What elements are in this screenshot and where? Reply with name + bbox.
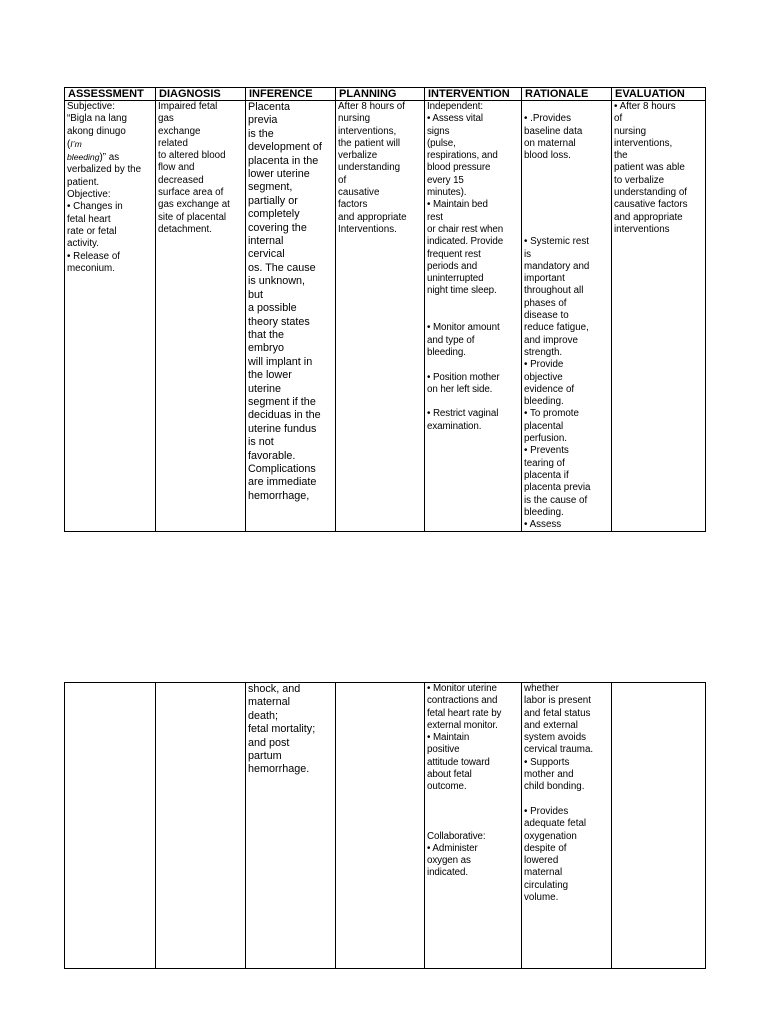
header-assessment: ASSESSMENT: [65, 88, 156, 101]
inference-text: shock, and maternal death; fetal mortality; and post partum hemorrhage.: [248, 683, 316, 776]
header-intervention: INTERVENTION: [425, 88, 522, 101]
header-inference: INFERENCE: [246, 88, 336, 101]
planning-cell: [336, 101, 425, 532]
inference-cell: [246, 101, 336, 532]
inference-cell: [246, 683, 336, 969]
header-diagnosis: DIAGNOSIS: [156, 88, 246, 101]
header-planning: PLANNING: [336, 88, 425, 101]
header-row: [65, 88, 706, 101]
diagnosis-text: Impaired fetal gas exchange related to altered blood flow and decreased surface area of gas exchange at site of placental detachment.: [158, 101, 230, 235]
rationale-cell: [522, 683, 612, 969]
rationale-text: • .Provides baseline data on maternal blood loss. • Systemic rest is mandatory and important throughout all phases of disease to reduce fatigue, and improve strength. • Provide objective evidence of bleeding. • To promote placental perfusion. • Prevents tearing of placenta if placenta previa is the cause of bleeding. • Assess: [524, 113, 591, 531]
evaluation-text: • After 8 hours of nursing interventions, the patient was able to verbalize understanding of causative factors and appropriate interventions: [614, 101, 688, 235]
intervention-cell: [425, 683, 522, 969]
evaluation-cell: [612, 101, 706, 532]
rationale-cell: [522, 101, 612, 532]
care-plan-table-page-1: [64, 87, 706, 532]
inference-text: Placenta previa is the development of placenta in the lower uterine segment, partially or completely covering the internal cervical os. The cause is unknown, but a possible theory states that the embryo will implant in the lower uterine segment if the deciduas in the uterine fundus is not favorable. Complications are immediate hemorrhage,: [248, 101, 322, 502]
header-evaluation: EVALUATION: [612, 88, 706, 101]
assessment-italic-text: I’m bleeding: [67, 138, 100, 163]
evaluation-cell: [612, 683, 706, 969]
intervention-text: Independent: • Assess vital signs (pulse, respirations, and blood pressure every 15 minutes). • Maintain bed rest or chair rest when indicated. Provide frequent rest periods and uninterrupted night time sleep. • Monitor amount and type of bleeding. • Position mother on her left side. • Restrict vaginal examination.: [427, 101, 504, 432]
table-row: [65, 101, 706, 532]
planning-text: After 8 hours of nursing interventions, the patient will verbalize understanding of causative factors and appropriate Interventions.: [338, 101, 407, 235]
assessment-text-a: Subjective: “Bigla na lang akong dinugo (: [67, 101, 127, 150]
intervention-cell: [425, 101, 522, 532]
intervention-text: • Monitor uterine contractions and fetal heart rate by external monitor. • Maintain positive attitude toward about fetal outcome. Collaborative: • Administer oxygen as indicated.: [427, 683, 502, 879]
assessment-text-b: )” as verbalized by the patient. Objective: • Changes in fetal heart rate or fetal activity. • Release of meconium.: [67, 152, 142, 274]
planning-cell: [336, 683, 425, 969]
care-plan-table-page-2: [64, 682, 706, 969]
rationale-text: whether labor is present and fetal status and external system avoids cervical trauma. • Supports mother and child bonding. • Provides adequate fetal oxygenation despite of lowered maternal circulating volume.: [524, 683, 594, 904]
diagnosis-cell: [156, 683, 246, 969]
assessment-cell: [65, 683, 156, 969]
assessment-cell: [65, 101, 156, 532]
header-rationale: RATIONALE: [522, 88, 612, 101]
diagnosis-cell: [156, 101, 246, 532]
table-row: [65, 683, 706, 969]
